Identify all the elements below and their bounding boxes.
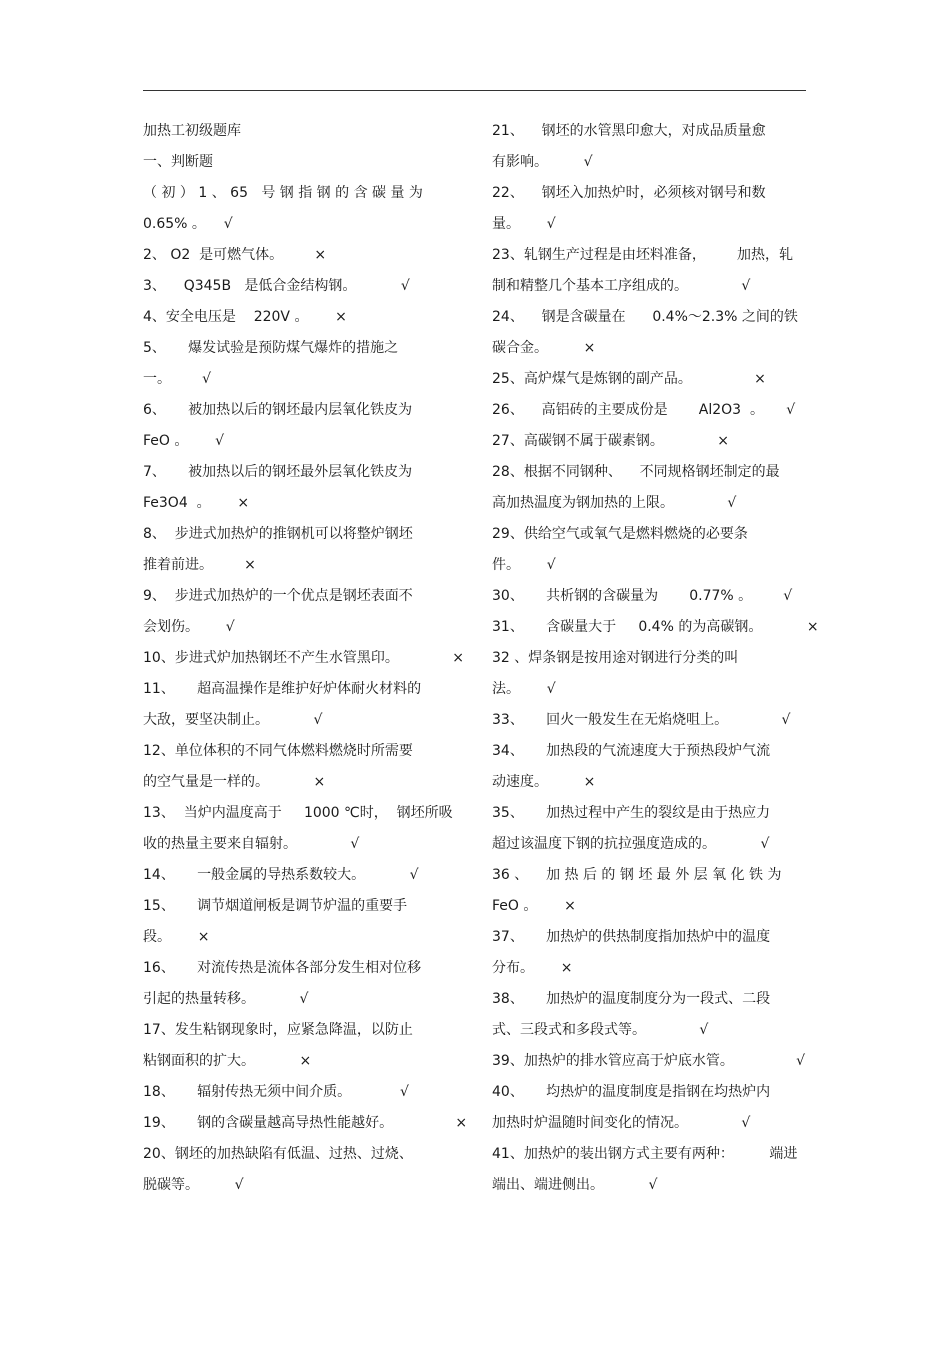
right-column-line: 26、 高铝砖的主要成份是 Al2O3 。 √ [492, 402, 796, 418]
right-column-line: 35、 加热过程中产生的裂纹是由于热应力 [492, 805, 771, 821]
left-column-line: 推着前进。 × [143, 557, 256, 573]
right-column-line: 23、轧钢生产过程是由坯料准备， 加热，轧 [492, 247, 793, 263]
right-column-line: 有影响。 √ [492, 154, 593, 170]
left-column-line: 20、钢坯的加热缺陷有低温、过热、过烧、 [143, 1146, 413, 1162]
left-column-line: 5、 爆发试验是预防煤气爆炸的措施之 [143, 340, 399, 356]
left-column-line: Fe3O4 。 × [143, 495, 250, 511]
right-column-line: 21、 钢坯的水管黑印愈大，对成品质量愈 [492, 123, 766, 139]
right-column-line: 24、 钢是含碳量在 0.4%～2.3% 之间的铁 [492, 309, 798, 325]
left-column-line: 一。 √ [143, 371, 212, 387]
left-column-line: 引起的热量转移。 √ [143, 991, 309, 1007]
right-column-line: 38、 加热炉的温度制度分为一段式、二段 [492, 991, 771, 1007]
left-column-line: 8、 步进式加热炉的推钢机可以将整炉钢坯 [143, 526, 413, 542]
right-column-line: 动速度。 × [492, 774, 596, 790]
left-column-line: 加热工初级题库 [143, 123, 241, 139]
right-column-line: 超过该温度下钢的抗拉强度造成的。 √ [492, 836, 770, 852]
left-column-line: 2、 O2 是可燃气体。 × [143, 247, 327, 263]
right-column-line: 高加热温度为钢加热的上限。 √ [492, 495, 737, 511]
left-column-line: 的空气量是一样的。 × [143, 774, 326, 790]
left-column-line: 18、 辐射传热无须中间介质。 √ [143, 1084, 409, 1100]
right-column-line: 36 、 加 热 后 的 钢 坯 最 外 层 氧 化 铁 为 [492, 867, 782, 883]
right-column-line: 件。 √ [492, 557, 556, 573]
right-column-line: 32 、焊条钢是按用途对钢进行分类的叫 [492, 650, 739, 666]
right-column-line: 34、 加热段的气流速度大于预热段炉气流 [492, 743, 771, 759]
left-column-line: 一、判断题 [143, 154, 213, 170]
right-column-line: 25、高炉煤气是炼钢的副产品。 × [492, 371, 766, 387]
left-column-line: 9、 步进式加热炉的一个优点是钢坯表面不 [143, 588, 413, 604]
right-column-line: 分布。 × [492, 960, 573, 976]
right-column-line: 39、加热炉的排水管应高于炉底水管。 √ [492, 1053, 806, 1069]
right-column-line: 法。 √ [492, 681, 556, 697]
left-column-line: 会划伤。 √ [143, 619, 235, 635]
left-column-line: 脱碳等。 √ [143, 1177, 244, 1193]
right-column-line: 41、加热炉的装出钢方式主要有两种： 端进 [492, 1146, 798, 1162]
left-column-line: 6、 被加热以后的钢坯最内层氧化铁皮为 [143, 402, 413, 418]
left-column [143, 116, 468, 1201]
right-column-line: 40、 均热炉的温度制度是指钢在均热炉内 [492, 1084, 771, 1100]
right-column-line: 式、三段式和多段式等。 √ [492, 1022, 709, 1038]
right-column-line: 碳合金。 × [492, 340, 596, 356]
left-column-line: 7、 被加热以后的钢坯最外层氧化铁皮为 [143, 464, 413, 480]
right-column-line: 31、 含碳量大于 0.4% 的为高碳钢。 × [492, 619, 819, 635]
right-column-line: 37、 加热炉的供热制度指加热炉中的温度 [492, 929, 771, 945]
left-column-line: 12、单位体积的不同气体燃料燃烧时所需要 [143, 743, 413, 759]
left-column-line: 3、 Q345B 是低合金结构钢。 √ [143, 278, 410, 294]
right-column-line: 30、 共析钢的含碳量为 0.77% 。 √ [492, 588, 793, 604]
left-column-line: 0.65% 。 √ [143, 216, 233, 232]
left-column-line: （ 初 ） 1 、 65 号 钢 指 钢 的 含 碳 量 为 [143, 185, 423, 201]
left-column-line: FeO 。 √ [143, 433, 224, 449]
right-column-line: 加热时炉温随时间变化的情况。 √ [492, 1115, 751, 1131]
left-column-line: 13、 当炉内温度高于 1000 ℃时， 钢坯所吸 [143, 805, 453, 821]
right-column-line: 量。 √ [492, 216, 556, 232]
right-column-line: 27、高碳钢不属于碳素钢。 × [492, 433, 729, 449]
right-column-line: 29、供给空气或氧气是燃料燃烧的必要条 [492, 526, 748, 542]
left-column-line: 16、 对流传热是流体各部分发生相对位移 [143, 960, 422, 976]
left-column-line: 15、 调节烟道闸板是调节炉温的重要手 [143, 898, 408, 914]
left-column-line: 14、 一般金属的导热系数较大。 √ [143, 867, 419, 883]
left-column-line: 大敌，要坚决制止。 √ [143, 712, 323, 728]
right-column-line: 28、根据不同钢种、 不同规格钢坯制定的最 [492, 464, 780, 480]
right-column-line: 端出、端进侧出。 √ [492, 1177, 658, 1193]
left-column-line: 收的热量主要来自辐射。 √ [143, 836, 360, 852]
left-column-line: 4、安全电压是 220V 。 × [143, 309, 347, 325]
right-column-line: FeO 。 × [492, 898, 576, 914]
left-column-line: 11、 超高温操作是维护好炉体耐火材料的 [143, 681, 422, 697]
left-column-line: 19、 钢的含碳量越高导热性能越好。 × [143, 1115, 468, 1131]
left-column-line: 粘钢面积的扩大。 × [143, 1053, 312, 1069]
left-column-line: 10、步进式炉加热钢坯不产生水管黑印。 × [143, 650, 464, 666]
left-column-line: 段。 × [143, 929, 210, 945]
right-column-line: 22、 钢坯入加热炉时，必须核对钢号和数 [492, 185, 766, 201]
right-column-line: 制和精整几个基本工序组成的。 √ [492, 278, 751, 294]
header-rule [143, 90, 806, 91]
right-column-line: 33、 回火一般发生在无焰烧咀上。 √ [492, 712, 791, 728]
right-column [492, 116, 819, 1201]
left-column-line: 17、发生粘钢现象时，应紧急降温，以防止 [143, 1022, 413, 1038]
